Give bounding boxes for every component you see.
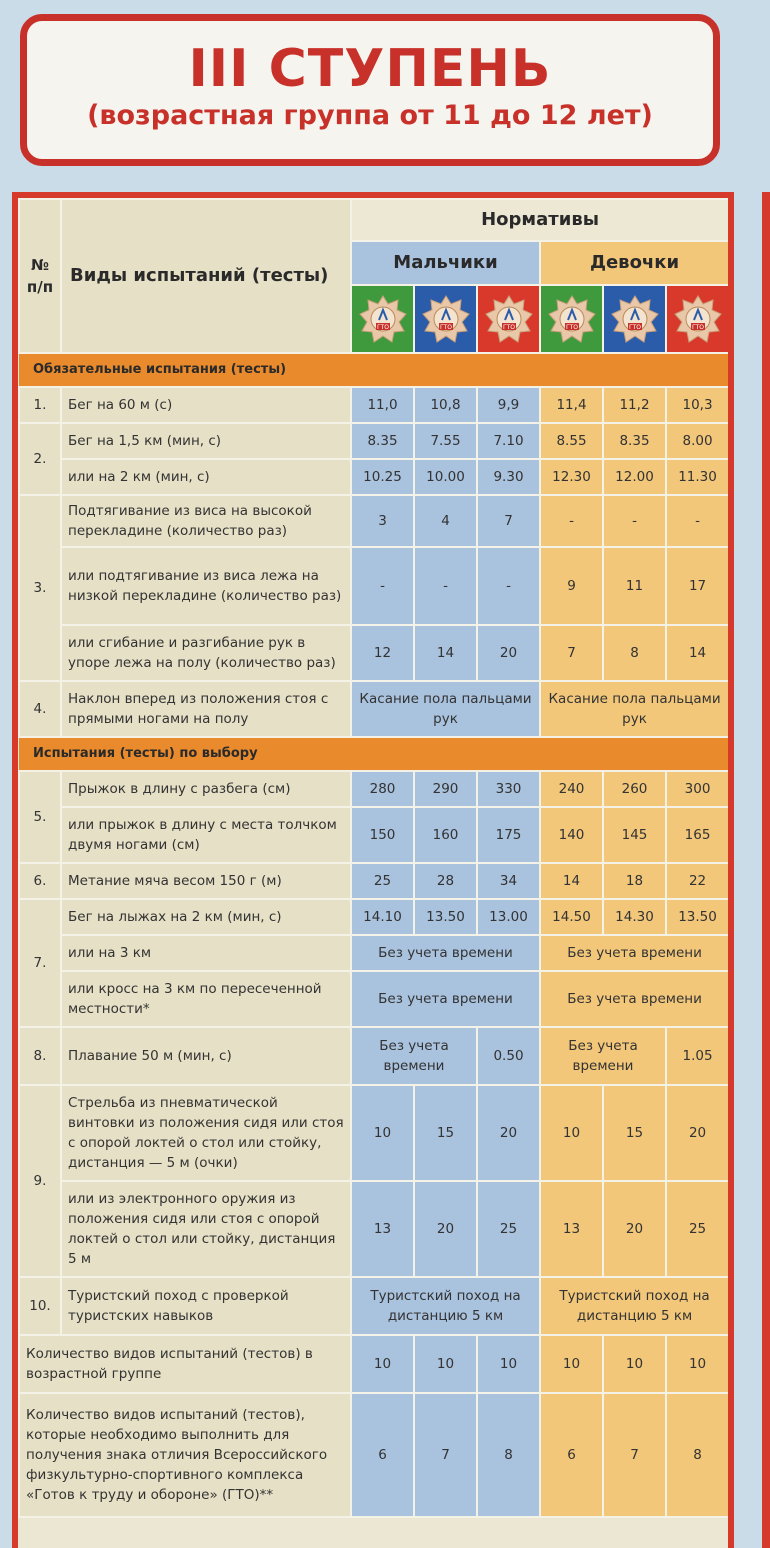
test-name: или на 3 км [61,935,351,971]
norm-value: 10 [540,1335,603,1393]
norm-value: 34 [477,863,540,899]
table-row [19,1277,729,1335]
norm-value: - [666,495,729,547]
row-number: 3. [19,495,61,681]
norm-girls-text: Без учета времени [540,935,729,971]
norm-value: 20 [666,1085,729,1181]
norm-value: - [603,495,666,547]
norm-value: 14 [666,625,729,681]
norm-value: 14 [540,863,603,899]
norm-value: 14.50 [540,899,603,935]
section-optional: Испытания (тесты) по выбору [19,737,729,771]
test-name: Туристский поход с проверкой туристских навыков [61,1277,351,1335]
norm-value: 20 [477,1085,540,1181]
frame-edge [762,192,770,1548]
test-name: или подтягивание из виса лежа на низкой перекладине (количество раз) [61,547,351,625]
header-num: № п/п [19,199,61,353]
title-banner [20,14,720,166]
norm-value: 260 [603,771,666,807]
table-row [19,971,729,1027]
norm-value: 17 [666,547,729,625]
table-row [19,863,729,899]
norm-value: 25 [351,863,414,899]
row-number: 7. [19,899,61,1027]
norms-table [18,198,730,1518]
page-title: III СТУПЕНЬ [188,39,552,99]
norm-value: 8 [666,1393,729,1517]
norm-value: 7 [540,625,603,681]
norm-value: - [414,547,477,625]
norm-value: 10 [666,1335,729,1393]
norm-value: 140 [540,807,603,863]
norm-value: 3 [351,495,414,547]
norm-value: 10.00 [414,459,477,495]
norm-value: 13.50 [666,899,729,935]
norm-value: 10 [351,1085,414,1181]
test-name: Метание мяча весом 150 г (м) [61,863,351,899]
norm-value: 14.10 [351,899,414,935]
norm-value: 10.25 [351,459,414,495]
table-row [19,681,729,737]
table-row [19,807,729,863]
norm-value: 9,9 [477,387,540,423]
svg-text:ГТО: ГТО [439,324,452,331]
test-name: Количество видов испытаний (тестов) в возрастной группе [19,1335,351,1393]
test-name: или на 2 км (мин, с) [61,459,351,495]
norm-value: 4 [414,495,477,547]
norm-value: 6 [351,1393,414,1517]
norm-value: 8.00 [666,423,729,459]
svg-text:ГТО: ГТО [376,324,389,331]
norm-boys-text: Касание пола пальцами рук [351,681,540,737]
norm-value: 9 [540,547,603,625]
header-girls: Девочки [540,241,729,285]
table-row [19,771,729,807]
row-number: 5. [19,771,61,863]
norm-value: 25 [477,1181,540,1277]
norm-value: 145 [603,807,666,863]
page-subtitle: (возрастная группа от 11 до 12 лет) [87,100,653,131]
norm-value: 7 [477,495,540,547]
norm-value: 18 [603,863,666,899]
norm-value: 8.35 [351,423,414,459]
table-row [19,1027,729,1085]
norm-value: 7 [414,1393,477,1517]
test-name: Бег на 60 м (с) [61,387,351,423]
norm-value: 20 [603,1181,666,1277]
norm-value: 160 [414,807,477,863]
norm-boys-text: Туристский поход на дистанцию 5 км [351,1277,540,1335]
norm-value: 10 [477,1335,540,1393]
row-number: 4. [19,681,61,737]
norm-value: 290 [414,771,477,807]
norms-table-frame [12,192,734,1548]
bronze-badge-icon [477,285,540,353]
test-name: Прыжок в длину с разбега (см) [61,771,351,807]
norm-value: 8 [477,1393,540,1517]
norm-value: - [351,547,414,625]
norm-value: 300 [666,771,729,807]
test-name: Наклон вперед из положения стоя с прямыми ногами на полу [61,681,351,737]
norm-value: 8.35 [603,423,666,459]
norm-value: 7.10 [477,423,540,459]
svg-text:ГТО: ГТО [628,324,641,331]
test-name: или сгибание и разгибание рук в упоре лежа на полу (количество раз) [61,625,351,681]
norm-value: 10 [414,1335,477,1393]
norm-value: 12.00 [603,459,666,495]
svg-text:ГТО: ГТО [502,324,515,331]
table-row [19,935,729,971]
bronze-badge-icon [666,285,729,353]
test-name: или прыжок в длину с места толчком двумя ногами (см) [61,807,351,863]
header-norms: Нормативы [351,199,729,241]
norm-value: 9.30 [477,459,540,495]
row-number: 1. [19,387,61,423]
test-name: Подтягивание из виса на высокой перекладине (количество раз) [61,495,351,547]
row-number: 6. [19,863,61,899]
norm-value: 280 [351,771,414,807]
norm-value: 7 [603,1393,666,1517]
norm-boys-text: Без учета времени [351,1027,477,1085]
header-tests: Виды испытаний (тесты) [61,199,351,353]
svg-text:ГТО: ГТО [565,324,578,331]
norm-value: 7.55 [414,423,477,459]
header-boys: Мальчики [351,241,540,285]
norm-value: 14 [414,625,477,681]
table-row [19,1181,729,1277]
norm-girls-text: Без учета времени [540,1027,666,1085]
table-row [19,625,729,681]
table-row [19,547,729,625]
norm-girls-text: Без учета времени [540,971,729,1027]
norm-value: 12.30 [540,459,603,495]
norm-value: 8 [603,625,666,681]
norm-value: 13 [540,1181,603,1277]
norm-value: 8.55 [540,423,603,459]
norm-value: 15 [603,1085,666,1181]
norm-value: 25 [666,1181,729,1277]
table-row [19,387,729,423]
norm-value: - [540,495,603,547]
norm-value: 20 [477,625,540,681]
test-name: или из электронного оружия из положения сидя или стоя с опорой локтей о стол или стойку, дистанция 5 м [61,1181,351,1277]
test-name: Плавание 50 м (мин, с) [61,1027,351,1085]
silver-badge-icon [414,285,477,353]
row-number: 2. [19,423,61,495]
norm-value: 165 [666,807,729,863]
norm-value: 330 [477,771,540,807]
norm-value: 0.50 [477,1027,540,1085]
norm-value: 10 [540,1085,603,1181]
norm-value: 150 [351,807,414,863]
norm-value: 13 [351,1181,414,1277]
norm-value: 10,8 [414,387,477,423]
row-number: 9. [19,1085,61,1277]
norm-value: 10 [603,1335,666,1393]
norm-value: - [477,547,540,625]
norm-value: 10,3 [666,387,729,423]
norm-value: 1.05 [666,1027,729,1085]
norm-girls-text: Касание пола пальцами рук [540,681,729,737]
test-name: Бег на лыжах на 2 км (мин, с) [61,899,351,935]
table-row [19,1335,729,1393]
section-mandatory: Обязательные испытания (тесты) [19,353,729,387]
test-name: Стрельба из пневматической винтовки из положения сидя или стоя с опорой локтей о стол или стойку, дистанция — 5 м (очки) [61,1085,351,1181]
norm-value: 22 [666,863,729,899]
norm-value: 6 [540,1393,603,1517]
norm-value: 240 [540,771,603,807]
norm-value: 11,4 [540,387,603,423]
test-name: или кросс на 3 км по пересеченной местности* [61,971,351,1027]
table-row [19,1085,729,1181]
norm-value: 11 [603,547,666,625]
norm-value: 20 [414,1181,477,1277]
table-row [19,1393,729,1517]
table-row [19,459,729,495]
gold-badge-icon [540,285,603,353]
norm-value: 12 [351,625,414,681]
test-name: Количество видов испытаний (тестов), которые необходимо выполнить для получения знака отличия Всероссийского физкультурно-спортивного комплекса «Готов к труду и обороне» (ГТО)** [19,1393,351,1517]
gold-badge-icon [351,285,414,353]
norm-girls-text: Туристский поход на дистанцию 5 км [540,1277,729,1335]
norm-value: 10 [351,1335,414,1393]
norm-value: 11,2 [603,387,666,423]
norm-boys-text: Без учета времени [351,935,540,971]
norm-value: 13.00 [477,899,540,935]
norm-value: 175 [477,807,540,863]
row-number: 8. [19,1027,61,1085]
table-row [19,899,729,935]
norm-value: 15 [414,1085,477,1181]
svg-text:ГТО: ГТО [691,324,704,331]
norm-value: 14.30 [603,899,666,935]
norm-value: 11,0 [351,387,414,423]
norm-value: 13.50 [414,899,477,935]
norm-boys-text: Без учета времени [351,971,540,1027]
table-row [19,423,729,459]
row-number: 10. [19,1277,61,1335]
norm-value: 28 [414,863,477,899]
norm-value: 11.30 [666,459,729,495]
test-name: Бег на 1,5 км (мин, с) [61,423,351,459]
table-row [19,495,729,547]
silver-badge-icon [603,285,666,353]
